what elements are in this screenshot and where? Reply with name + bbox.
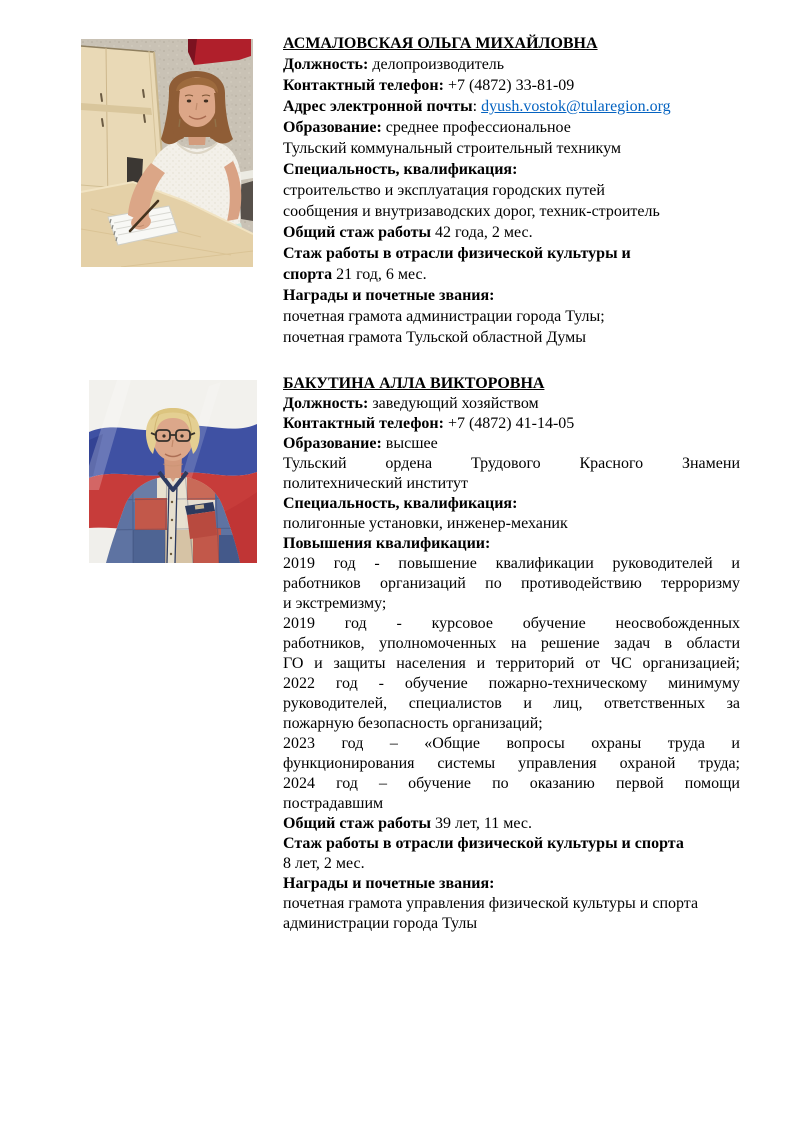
text-segment: Награды и почетные звания: bbox=[283, 287, 495, 304]
text-segment: работников, уполномоченных на решение задач в области bbox=[283, 635, 740, 652]
profile-line bbox=[283, 674, 740, 694]
profile-line bbox=[283, 754, 740, 774]
text-segment: Повышения квалификации: bbox=[283, 535, 491, 552]
photo-bakutina bbox=[89, 380, 257, 563]
text-segment: руководителей, специалистов и лиц, ответственных за bbox=[283, 695, 740, 712]
photo-bakutina-image bbox=[89, 380, 257, 563]
profile-text-bakutina bbox=[283, 374, 740, 934]
profile-line bbox=[283, 434, 740, 454]
text-segment: среднее профессиональное bbox=[381, 119, 571, 136]
profile-line bbox=[283, 774, 740, 794]
text-segment: Специальность, квалификация: bbox=[283, 495, 518, 512]
text-segment: работников организаций по противодействию терроризму bbox=[283, 575, 740, 592]
text-segment: Адрес электронной почты bbox=[283, 98, 473, 115]
photo-asmalovskaya-image bbox=[81, 39, 253, 267]
profile-line bbox=[283, 574, 740, 594]
profile-line bbox=[283, 54, 740, 75]
text-segment: Образование: bbox=[283, 435, 382, 452]
photo-asmalovskaya bbox=[81, 39, 253, 267]
text-segment: и экстремизму; bbox=[283, 595, 387, 612]
profile-name bbox=[283, 33, 740, 54]
profile-line bbox=[283, 180, 740, 201]
text-segment: Общий стаж работы bbox=[283, 224, 431, 241]
text-segment: +7 (4872) 33-81-09 bbox=[443, 77, 575, 94]
text-segment: высшее bbox=[381, 435, 438, 452]
text-segment: 42 года, 2 мес. bbox=[430, 224, 533, 241]
profile-line bbox=[283, 264, 740, 285]
text-segment: сообщения и внутризаводских дорог, техник-строитель bbox=[283, 203, 660, 220]
profile-line bbox=[283, 414, 740, 434]
profile-line bbox=[283, 734, 740, 754]
email-link[interactable]: dyush.vostok@tularegion.org bbox=[481, 98, 671, 115]
text-segment: Должность: bbox=[283, 56, 369, 73]
profile-name bbox=[283, 374, 740, 394]
text-segment: Образование: bbox=[283, 119, 382, 136]
text-segment: Контактный телефон: bbox=[283, 415, 444, 432]
text-segment: +7 (4872) 41-14-05 bbox=[443, 415, 575, 432]
text-segment: АСМАЛОВСКАЯ ОЛЬГА МИХАЙЛОВНА bbox=[283, 35, 598, 52]
profile-line bbox=[283, 814, 740, 834]
text-segment: политехнический институт bbox=[283, 475, 469, 492]
text-segment: почетная грамота администрации города Тулы; bbox=[283, 308, 605, 325]
text-segment: 2022 год - обучение пожарно-техническому минимуму bbox=[283, 675, 740, 692]
profile-line bbox=[283, 138, 740, 159]
profile-line bbox=[283, 514, 740, 534]
text-segment: почетная грамота управления физической культуры и спорта bbox=[283, 895, 699, 912]
text-segment: Тульский коммунальный строительный техникум bbox=[283, 140, 621, 157]
text-segment: Общий стаж работы bbox=[283, 815, 431, 832]
profile-line bbox=[283, 201, 740, 222]
profile-line bbox=[283, 222, 740, 243]
text-segment: Специальность, квалификация: bbox=[283, 161, 518, 178]
text-segment: 2019 год - повышение квалификации руководителей и bbox=[283, 555, 740, 572]
profile-line bbox=[283, 96, 740, 117]
profile-text-asmalovskaya bbox=[283, 33, 740, 348]
text-segment: пожарную безопасность организаций; bbox=[283, 715, 543, 732]
text-segment: спорта bbox=[283, 266, 333, 283]
profile-line bbox=[283, 534, 740, 554]
profile-line bbox=[283, 243, 740, 264]
profile-line bbox=[283, 634, 740, 654]
text-segment: 2024 год – обучение по оказанию первой помощи bbox=[283, 775, 740, 792]
profile-line bbox=[283, 117, 740, 138]
profile-line bbox=[283, 394, 740, 414]
profile-line bbox=[283, 834, 740, 854]
profile-line bbox=[283, 914, 740, 934]
text-segment: 21 год, 6 мес. bbox=[332, 266, 427, 283]
profile-line bbox=[283, 854, 740, 874]
text-segment: ГО и защиты населения и территорий от ЧС организацией; bbox=[283, 655, 740, 672]
profile-line bbox=[283, 714, 740, 734]
profile-line bbox=[283, 327, 740, 348]
text-segment: функционирования системы управления охраной труда; bbox=[283, 755, 740, 772]
profile-line bbox=[283, 454, 740, 474]
text-segment: делопроизводитель bbox=[368, 56, 505, 73]
profile-line bbox=[283, 874, 740, 894]
text-segment: заведующий хозяйством bbox=[368, 395, 539, 412]
profile-line bbox=[283, 474, 740, 494]
text-segment: БАКУТИНА АЛЛА ВИКТОРОВНА bbox=[283, 375, 545, 392]
text-segment: Награды и почетные звания: bbox=[283, 875, 495, 892]
text-segment: администрации города Тулы bbox=[283, 915, 478, 932]
profile-line bbox=[283, 75, 740, 96]
text-segment: Стаж работы в отрасли физической культуры и спорта bbox=[283, 835, 684, 852]
profile-line bbox=[283, 306, 740, 327]
text-segment: 8 лет, 2 мес. bbox=[283, 855, 365, 872]
profile-line bbox=[283, 694, 740, 714]
profile-line bbox=[283, 894, 740, 914]
text-segment: почетная грамота Тульской областной Думы bbox=[283, 329, 586, 346]
text-segment: Тульский ордена Трудового Красного Знамени bbox=[283, 455, 740, 472]
text-segment: Контактный телефон: bbox=[283, 77, 444, 94]
profile-line bbox=[283, 614, 740, 634]
text-segment: Должность: bbox=[283, 395, 369, 412]
text-segment: пострадавшим bbox=[283, 795, 384, 812]
profile-line bbox=[283, 654, 740, 674]
profile-line bbox=[283, 554, 740, 574]
profile-line bbox=[283, 594, 740, 614]
profile-line bbox=[283, 159, 740, 180]
text-segment: 2019 год - курсовое обучение неосвобожденных bbox=[283, 615, 740, 632]
text-segment: 39 лет, 11 мес. bbox=[430, 815, 532, 832]
text-segment: 2023 год – «Общие вопросы охраны труда и bbox=[283, 735, 740, 752]
text-segment: строительство и эксплуатация городских путей bbox=[283, 182, 605, 199]
text-segment: полигонные установки, инженер-механик bbox=[283, 515, 568, 532]
profile-line bbox=[283, 494, 740, 514]
profile-line bbox=[283, 794, 740, 814]
profile-line bbox=[283, 285, 740, 306]
text-segment: Стаж работы в отрасли физической культуры и bbox=[283, 245, 631, 262]
text-segment: : bbox=[472, 98, 482, 115]
